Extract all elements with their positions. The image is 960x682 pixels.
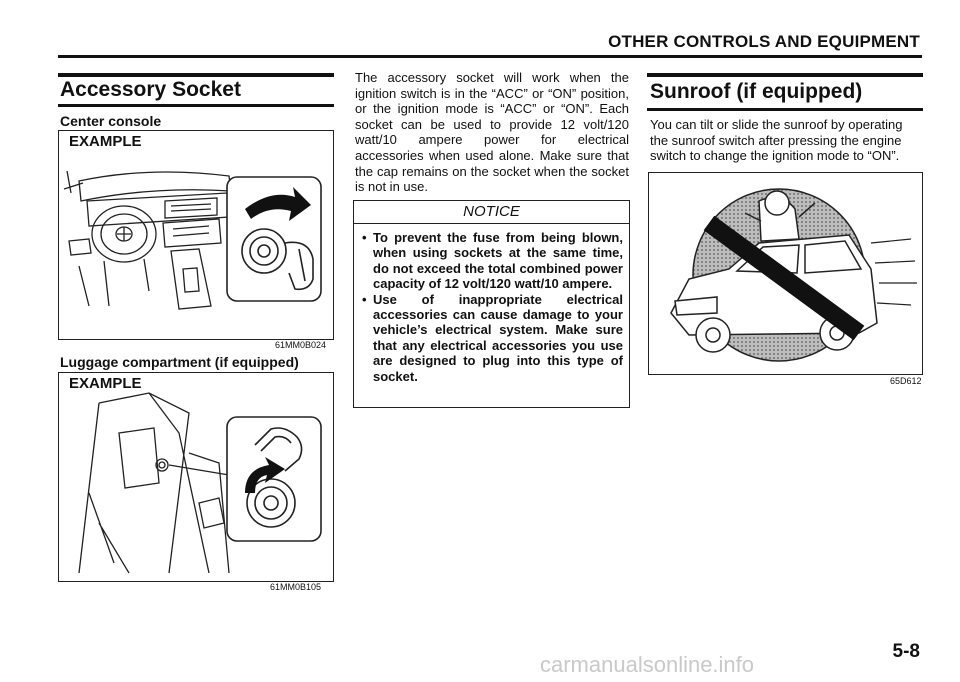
watermark-text: carmanualsonline.info: [540, 652, 755, 677]
luggage-compartment-figure: [58, 372, 334, 582]
figure-code-1: 61MM0B024: [275, 340, 327, 350]
notice-item-accessories: • Use of inappropriate electrical accessories can cause damage to your vehicle’s electrical system. Make sure that any electrical accessories you use are designed to plug into this type of socket.: [362, 292, 623, 384]
center-console-figure: [58, 130, 334, 340]
sunroof-warning-figure: [648, 172, 923, 375]
center-console-illustration: [59, 131, 333, 339]
notice-box: [353, 200, 630, 408]
no-standing-in-sunroof-illustration: [649, 173, 922, 374]
accessory-socket-paragraph: The accessory socket will work when the ignition switch is in the “ACC” or “ON” position, or the ignition mode is “ACC” or “ON”. Each socket can be used to provide 12 volt/120 watt/10 ampere power for electrical accessories when used alone. Make sure that the cap remains on the socket when the socket is not in use.: [355, 70, 629, 195]
header-rule: [58, 55, 922, 58]
section-rule-top: [58, 73, 334, 77]
example-label: EXAMPLE: [69, 375, 142, 392]
notice-list: [354, 224, 629, 384]
example-label: EXAMPLE: [69, 133, 142, 150]
section-rule-bottom: [647, 108, 923, 111]
notice-item-fuse: • To prevent the fuse from being blown, when using sockets at the same time, do not exceed the total combined power capacity of 12 volt/120 watt/10 ampere.: [362, 230, 623, 292]
sunroof-title: Sunroof (if equipped): [650, 80, 863, 103]
notice-title: NOTICE: [354, 201, 629, 224]
section-rule-top: [647, 73, 923, 77]
figure-code-2: 61MM0B105: [270, 582, 322, 592]
accessory-socket-title: Accessory Socket: [60, 78, 241, 101]
section-rule-bottom: [58, 104, 334, 107]
luggage-compartment-subheading: Luggage compartment (if equipped): [60, 354, 299, 370]
page-header-title: OTHER CONTROLS AND EQUIPMENT: [608, 32, 920, 51]
figure-code-3: 65D612: [890, 376, 922, 386]
luggage-socket-illustration: [59, 373, 333, 581]
center-console-subheading: Center console: [60, 113, 162, 129]
page-number: 5-8: [892, 641, 920, 662]
sunroof-paragraph: You can tilt or slide the sunroof by operating the sunroof switch after pressing the engine switch to change the ignition mode to “ON”.: [650, 117, 903, 164]
